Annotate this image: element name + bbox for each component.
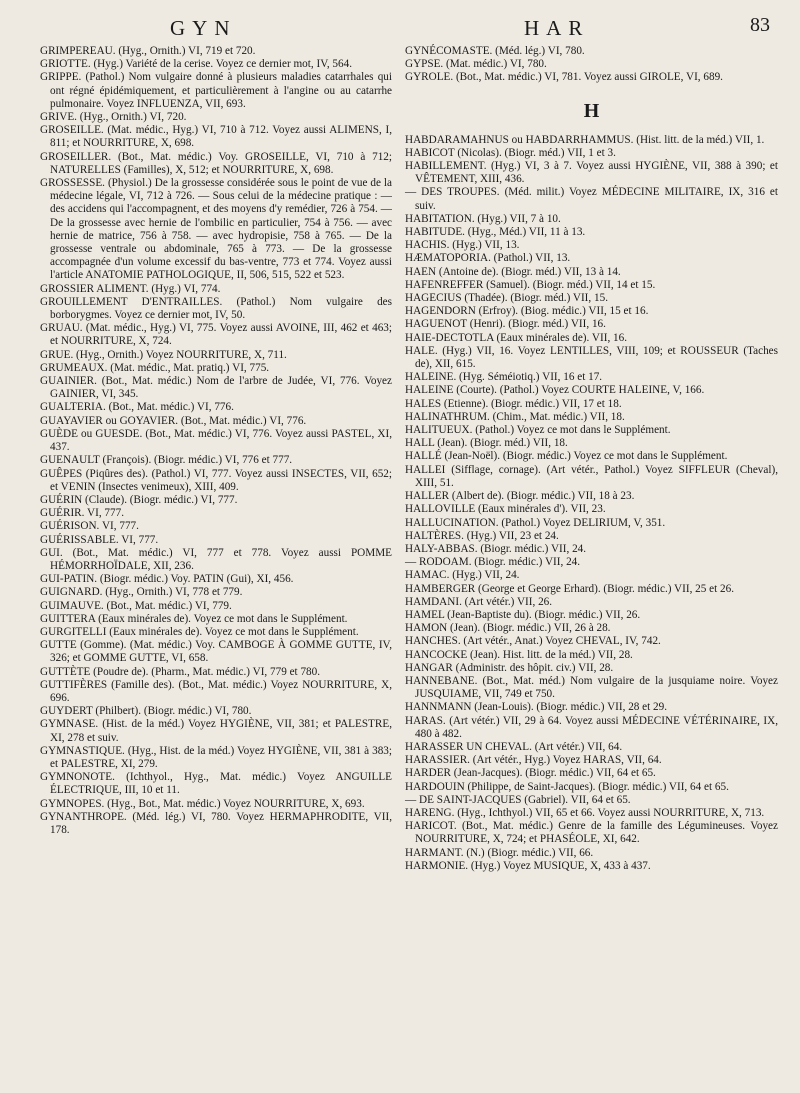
index-entry: HARMANT. (N.) (Biogr. médic.) VII, 66. <box>405 846 594 859</box>
index-entry: HALLER (Albert de). (Biogr. médic.) VII, 18 à 23. <box>405 490 635 503</box>
index-entry: GYMNONOTE. (Ichthyol., Hyg., Mat. médic.) Voyez ANGUILLE ÉLECTRIQUE, III, 10 et 11. <box>40 771 392 797</box>
index-entry: HALINATHRUM. (Chim., Mat. médic.) VII, 18. <box>405 410 625 423</box>
index-entry: GROSEILLE. (Mat. médic., Hyg.) VI, 710 à 712. Voyez aussi ALIMENS, I, 811; et NOURRITURE, X, 698. <box>40 124 392 150</box>
index-entry: HALLEI (Sifflage, cornage). (Art vétér., Pathol.) Voyez SIFFLEUR (Cheval), XIII, 51. <box>405 463 778 489</box>
index-entry: GRUMEAUX. (Mat. médic., Mat. pratiq.) VI, 775. <box>40 361 270 374</box>
index-entry: HACHIS. (Hyg.) VII, 13. <box>405 239 520 252</box>
index-entry: GUTTE (Gomme). (Mat. médic.) Voy. CAMBOGE À GOMME GUTTE, IV, 326; et GOMME GUTTE, VI, 658. <box>40 639 392 665</box>
index-entry: GUIMAUVE. (Bot., Mat. médic.) VI, 779. <box>40 599 232 612</box>
index-entry: HALL (Jean). (Biogr. méd.) VII, 18. <box>405 437 568 450</box>
index-entry: HABITATION. (Hyg.) VII, 7 à 10. <box>405 212 561 225</box>
index-entry: — DE SAINT-JACQUES (Gabriel). VII, 64 et 65. <box>405 793 631 806</box>
index-entry: HALLÉ (Jean-Noël). (Biogr. médic.) Voyez ce mot dans le Supplément. <box>405 450 728 463</box>
index-entry: GUI-PATIN. (Biogr. médic.) Voy. PATIN (Gui), XI, 456. <box>40 573 294 586</box>
index-entry: GUTTÈTE (Poudre de). (Pharm., Mat. médic.) VI, 779 et 780. <box>40 665 321 678</box>
left-column <box>40 45 392 837</box>
index-entry: GUALTERIA. (Bot., Mat. médic.) VI, 776. <box>40 401 234 414</box>
index-entry: GYMNASTIQUE. (Hyg., Hist. de la méd.) Voyez HYGIÈNE, VII, 381 à 383; et PALESTRE, XI, 279. <box>40 744 392 770</box>
index-entry: HAMBERGER (George et George Erhard). (Biogr. médic.) VII, 25 et 26. <box>405 582 735 595</box>
index-entry: GUTTIFÈRES (Famille des). (Bot., Mat. médic.) Voyez NOURRITURE, X, 696. <box>40 678 392 704</box>
index-entry: GROUILLEMENT D'ENTRAILLES. (Pathol.) Nom vulgaire des borborygmes. Voyez ce dernier mot, IV, 50. <box>40 295 392 322</box>
index-entry: HALLOVILLE (Eaux minérales d'). VII, 23. <box>405 503 606 516</box>
index-entry: HÆMATOPORIA. (Pathol.) VII, 13. <box>405 252 571 265</box>
index-entry: HABICOT (Nicolas). (Biogr. méd.) VII, 1 et 3. <box>405 146 616 159</box>
index-entry: HANCHES. (Art vétér., Anat.) Voyez CHEVAL, IV, 742. <box>405 635 661 648</box>
index-entry: HARAS. (Art vétér.) VII, 29 à 64. Voyez aussi MÉDECINE VÉTÉRINAIRE, IX, 480 à 482. <box>405 714 778 740</box>
index-entry: GUÈDE ou GUESDE. (Bot., Mat. médic.) VI, 776. Voyez aussi PASTEL, XI, 437. <box>40 427 392 454</box>
index-entry: GUÉRISON. VI, 777. <box>40 520 139 533</box>
index-entry: GYROLE. (Bot., Mat. médic.) VI, 781. Voyez aussi GIROLE, VI, 689. <box>405 71 723 84</box>
index-entry: GYPSE. (Mat. médic.) VI, 780. <box>405 58 547 71</box>
index-entry: HARASSER UN CHEVAL. (Art vétér.) VII, 64. <box>405 740 623 753</box>
index-entry: HAGUENOT (Henri). (Biogr. méd.) VII, 16. <box>405 318 606 331</box>
index-entry: HALLUCINATION. (Pathol.) Voyez DELIRIUM, V, 351. <box>405 516 666 529</box>
index-entry: HABDARAMAHNUS ou HABDARRHAMMUS. (Hist. litt. de la méd.) VII, 1. <box>405 133 765 146</box>
index-entry: GRUE. (Hyg., Ornith.) Voyez NOURRITURE, X, 711. <box>40 348 287 361</box>
index-entry: GUÉRIR. VI, 777. <box>40 507 125 520</box>
index-entry: HANNMANN (Jean-Louis). (Biogr. médic.) VII, 28 et 29. <box>405 701 668 714</box>
index-entry: HARDOUIN (Philippe, de Saint-Jacques). (Biogr. médic.) VII, 64 et 65. <box>405 780 729 793</box>
index-entry: HABILLEMENT. (Hyg.) VI, 3 à 7. Voyez aussi HYGIÈNE, VII, 388 à 390; et VÊTEMENT, XIII, 436. <box>405 160 778 186</box>
index-entry: HAEN (Antoine de). (Biogr. méd.) VII, 13 à 14. <box>405 265 621 278</box>
index-entry: GRIOTTE. (Hyg.) Variété de la cerise. Voyez ce dernier mot, IV, 564. <box>40 58 353 71</box>
index-entry: GUENAULT (François). (Biogr. médic.) VI, 776 et 777. <box>40 454 293 467</box>
page-number: 83 <box>750 14 770 36</box>
index-entry: HANNEBANE. (Bot., Mat. méd.) Nom vulgaire de la jusquiame noire. Voyez JUSQUIAME, VII, 749 et 750. <box>405 674 778 701</box>
index-entry: HALE. (Hyg.) VII, 16. Voyez LENTILLES, VIII, 109; et ROUSSEUR (Taches de), XII, 615. <box>405 344 778 371</box>
index-entry: — RODOAM. (Biogr. médic.) VII, 24. <box>405 556 581 569</box>
index-entry: GRIPPE. (Pathol.) Nom vulgaire donné à plusieurs maladies catarrhales qui ont régné épidémiquement, et particulièrement à l'angine ou au catarrhe pulmonaire. Voyez INFLUENZA, VII, 693. <box>40 71 392 110</box>
index-entry: HAFENREFFER (Samuel). (Biogr. méd.) VII, 14 et 15. <box>405 278 656 291</box>
index-entry: HALEINE (Courte). (Pathol.) Voyez COURTE HALEINE, V, 166. <box>405 384 705 397</box>
index-entry: GUÊPES (Piqûres des). (Pathol.) VI, 777. Voyez aussi INSECTES, VII, 652; et VENIN (Insectes venimeux), XIII, 409. <box>40 467 392 493</box>
index-entry: GUYDERT (Philbert). (Biogr. médic.) VI, 780. <box>40 705 252 718</box>
running-head-right: HAR <box>524 16 590 40</box>
index-entry: HARDER (Jean-Jacques). (Biogr. médic.) VII, 64 et 65. <box>405 767 656 780</box>
index-entry: HANGAR (Administr. des hôpit. civ.) VII, 28. <box>405 661 614 674</box>
index-entry: GROSEILLER. (Bot., Mat. médic.) Voy. GROSEILLE, VI, 710 à 712; NATURELLES (Familles), X, 512; et NOURRITURE, X, 698. <box>40 150 392 176</box>
right-column <box>405 45 778 873</box>
section-letter: H <box>583 99 600 122</box>
index-entry: HALTÈRES. (Hyg.) VII, 23 et 24. <box>405 529 559 542</box>
index-entry: HAMON (Jean). (Biogr. médic.) VII, 26 à 28. <box>405 622 611 635</box>
index-entry: GRUAU. (Mat. médic., Hyg.) VI, 775. Voyez aussi AVOINE, III, 462 et 463; et NOURRITURE, X, 724. <box>40 322 392 348</box>
index-entry: HARENG. (Hyg., Ichthyol.) VII, 65 et 66. Voyez aussi NOURRITURE, X, 713. <box>405 806 765 819</box>
index-entry: HAMDANI. (Art vétér.) VII, 26. <box>405 595 553 608</box>
index-entry: GYNÉCOMASTE. (Méd. lég.) VI, 780. <box>405 45 585 57</box>
index-entry: GUÉRIN (Claude). (Biogr. médic.) VI, 777. <box>40 493 238 506</box>
index-entry: GUAINIER. (Bot., Mat. médic.) Nom de l'arbre de Judée, VI, 776. Voyez GAINIER, VI, 345. <box>40 375 392 401</box>
index-entry: GRIMPEREAU. (Hyg., Ornith.) VI, 719 et 720. <box>40 45 256 57</box>
running-head-left: GYN <box>170 16 237 40</box>
index-entry: HAMAC. (Hyg.) VII, 24. <box>405 569 520 582</box>
index-entry: HALITUEUX. (Pathol.) Voyez ce mot dans le Supplément. <box>405 424 671 437</box>
index-entry: GUAYAVIER ou GOYAVIER. (Bot., Mat. médic.) VI, 776. <box>40 414 307 427</box>
index-entry: HABITUDE. (Hyg., Méd.) VII, 11 à 13. <box>405 226 586 239</box>
index-entry: GUÉRISSABLE. VI, 777. <box>40 533 159 546</box>
index-entry: HALY-ABBAS. (Biogr. médic.) VII, 24. <box>405 542 587 555</box>
index-entry: HALES (Etienne). (Biogr. médic.) VII, 17 et 18. <box>405 397 622 410</box>
index-entry: HAGECIUS (Thadée). (Biogr. méd.) VII, 15. <box>405 292 608 305</box>
index-entry: HAGENDORN (Erfroy). (Biog. médic.) VII, 15 et 16. <box>405 305 649 318</box>
index-entry: HARMONIE. (Hyg.) Voyez MUSIQUE, X, 433 à 437. <box>405 859 651 872</box>
index-entry: GUI. (Bot., Mat. médic.) VI, 777 et 778. Voyez aussi POMME HÉMORRHOÏDALE, XII, 236. <box>40 546 392 572</box>
index-entry: HANCOCKE (Jean). Hist. litt. de la méd.) VII, 28. <box>405 648 633 661</box>
right-column-top <box>405 45 778 85</box>
index-entry: GROSSIER ALIMENT. (Hyg.) VI, 774. <box>40 282 221 295</box>
index-entry: HAMEL (Jean-Baptiste du). (Biogr. médic.) VII, 26. <box>405 608 641 621</box>
index-entry: HAIE-DECTOTLA (Eaux minérales de). VII, 16. <box>405 331 628 344</box>
index-entry: GROSSESSE. (Physiol.) De la grossesse considérée sous le point de vue de la médecine légale, VI, 712 à 726. — Sous celui de la médecine pratique : — des accidens qui l'accompagnent, et des moyens d'y remédier, 726 à 754. — De la grossesse avec hernie de l'ombilic en particulier, 754 à 756. — avec hernie de matrice, 756 à 758. — avec hydropisie, 758 à 765. — De la grossesse ventrale ou abdominale, 765 à 773. — De la grossesse accompagnée d'un volume excessif du bas-ventre, 773 et 774. Voyez aussi l'article ANATOMIE PATHOLOGIQUE, II, 506, 515, 522 et 523. <box>40 177 392 282</box>
index-entry: GUIGNARD. (Hyg., Ornith.) VI, 778 et 779. <box>40 586 243 599</box>
index-entry: HARICOT. (Bot., Mat. médic.) Genre de la famille des Légumineuses. Voyez NOURRITURE, X, 724; et PHASÉOLE, XI, 642. <box>405 820 778 846</box>
index-entry: GRIVE. (Hyg., Ornith.) VI, 720. <box>40 111 187 124</box>
index-entry: GURGITELLI (Eaux minérales de). Voyez ce mot dans le Supplément. <box>40 625 359 638</box>
index-entry: GYMNOPES. (Hyg., Bot., Mat. médic.) Voyez NOURRITURE, X, 693. <box>40 797 365 810</box>
index-entry: HARASSIER. (Art vétér., Hyg.) Voyez HARAS, VII, 64. <box>405 754 662 767</box>
index-entry: GUITTERA (Eaux minérales de). Voyez ce mot dans le Supplément. <box>40 612 348 625</box>
index-entry: — DES TROUPES. (Méd. milit.) Voyez MÉDECINE MILITAIRE, IX, 316 et suiv. <box>405 186 778 212</box>
index-entry: HALEINE. (Hyg. Séméiotiq.) VII, 16 et 17. <box>405 371 603 384</box>
index-entry: GYMNASE. (Hist. de la méd.) Voyez HYGIÈNE, VII, 381; et PALESTRE, XI, 278 et suiv. <box>40 718 392 744</box>
index-entry: GYNANTHROPE. (Méd. lég.) VI, 780. Voyez HERMAPHRODITE, VII, 178. <box>40 810 392 836</box>
right-column-entries <box>405 134 778 873</box>
